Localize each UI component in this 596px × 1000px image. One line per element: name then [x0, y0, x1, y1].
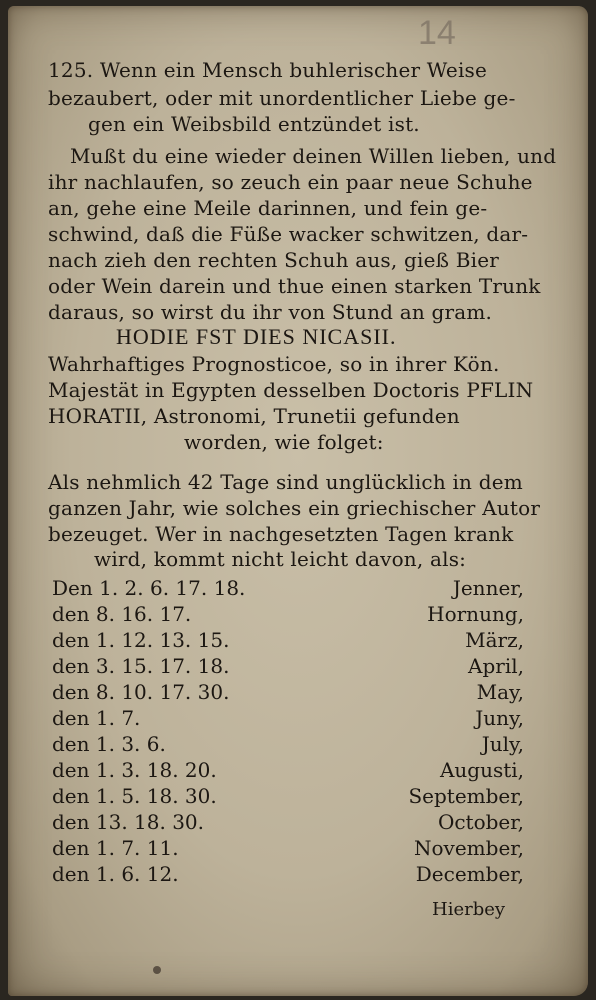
month-june: Juny, [475, 706, 524, 730]
days-row-november: den 1. 7. 11. [52, 836, 179, 860]
catchword: Hierbey [432, 899, 506, 920]
handwritten-page-number: 14 [418, 14, 456, 52]
days-row-december: den 1. 6. 12. [52, 862, 179, 886]
days-row-july: den 1. 3. 6. [52, 732, 166, 756]
month-february: Hornung, [427, 602, 524, 626]
days-row-january: Den 1. 2. 6. 17. 18. [52, 576, 246, 600]
month-october: October, [437, 810, 524, 834]
entry-body-line-7: daraus, so wirst du ihr von Stund an gram. [48, 300, 493, 324]
intro-line-4: wird, kommt nicht leicht davon, als: [94, 547, 467, 571]
book-page [8, 6, 588, 996]
entry-heading-line-2: bezaubert, oder mit unordentlicher Liebe ge- [48, 86, 516, 110]
entry-heading-line-1: 125. Wenn ein Mensch buhlerischer Weise [48, 58, 488, 82]
entry-body-line-1: Mußt du eine wieder deinen Willen lieben, und [70, 144, 557, 168]
entry-body-line-5: nach zieh den rechten Schuh aus, gieß Bier [48, 248, 500, 272]
month-january: Jenner, [452, 576, 524, 600]
entry-body-line-3: an, gehe eine Meile darinnen, und fein ge- [48, 196, 488, 220]
prognosticon-line-3: HORATII, Astronomi, Trunetii gefunden [48, 404, 460, 428]
month-november: November, [414, 836, 524, 860]
days-row-october: den 13. 18. 30. [52, 810, 205, 834]
intro-line-1: Als nehmlich 42 Tage sind unglücklich in dem [48, 470, 523, 494]
entry-body-line-6: oder Wein darein und thue einen starken Trunk [48, 274, 541, 298]
entry-body-line-4: schwind, daß die Füße wacker schwitzen, dar- [48, 222, 529, 246]
latin-day-line: HODIE FST DIES NICASII. [116, 324, 397, 349]
month-december: December, [415, 862, 524, 886]
days-row-august: den 1. 3. 18. 20. [52, 758, 217, 782]
month-august: Augusti, [439, 758, 524, 782]
days-row-may: den 8. 10. 17. 30. [52, 680, 230, 704]
month-april: April, [468, 654, 524, 678]
days-row-february: den 8. 16. 17. [52, 602, 192, 626]
days-row-march: den 1. 12. 13. 15. [52, 628, 230, 652]
days-row-april: den 3. 15. 17. 18. [52, 654, 230, 678]
month-march: März, [465, 628, 524, 652]
entry-heading-line-3: gen ein Weibsbild entzündet ist. [88, 112, 420, 136]
intro-line-3: bezeuget. Wer in nachgesetzten Tagen krank [48, 522, 514, 546]
month-may: May, [476, 680, 524, 704]
prognosticon-line-1: Wahrhaftiges Prognosticoe, so in ihrer Kön. [48, 352, 500, 376]
month-july: July, [481, 732, 524, 756]
month-september: September, [408, 784, 524, 808]
prognosticon-line-2: Majestät in Egypten desselben Doctoris PFLIN [48, 378, 534, 402]
intro-line-2: ganzen Jahr, wie solches ein griechischer Autor [48, 496, 541, 520]
days-row-june: den 1. 7. [52, 706, 141, 730]
prognosticon-line-4: worden, wie folget: [184, 430, 384, 454]
ink-stain [153, 966, 161, 974]
entry-body-line-2: ihr nachlaufen, so zeuch ein paar neue Schuhe [48, 170, 533, 194]
days-row-september: den 1. 5. 18. 30. [52, 784, 217, 808]
